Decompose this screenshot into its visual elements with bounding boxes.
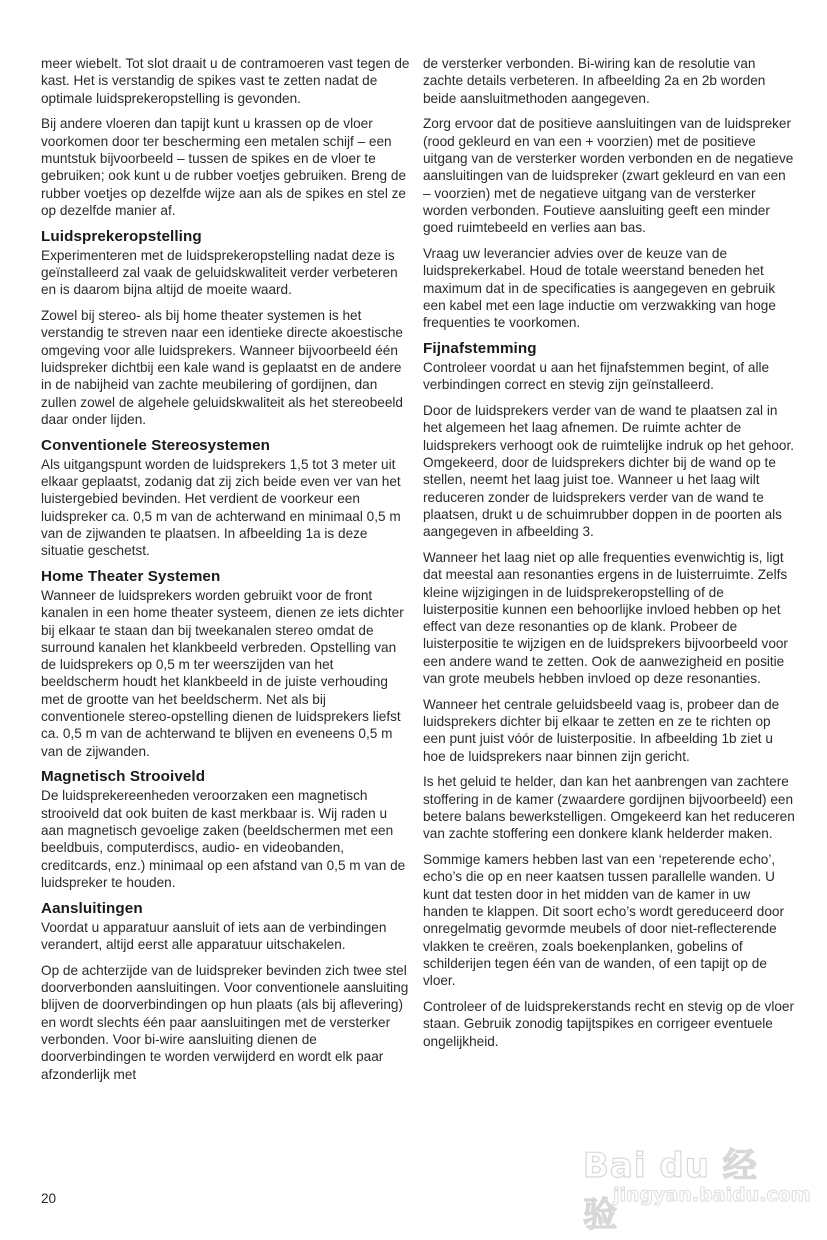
right-column [423, 55, 795, 1058]
section-heading-fijnafstemming: Fijnafstemming [423, 339, 537, 357]
paragraph: Wanneer het centrale geluidsbeeld vaag is, probeer dan de luidsprekers dichter bij elkaar te zetten en ze te richten op een punt juist vóór de luisterpositie. In afbeelding 1b ziet u hoe de luidsprekers naar binnen zijn gericht. [423, 696, 780, 764]
paragraph: Sommige kamers hebben last van een ‘repeterende echo’, echo’s die op en neer kaatsen tussen parallelle wanden. U kunt dat testen door in het midden van de kamer in uw handen te klappen. Dit soort echo’s wordt gereduceerd door onregelmatig gevormde meubels of door niet-reflecterende vlakken te creëren, zoals boekenplanken, gobelins of schilderijen tegen één van de wanden, of een tapijt op de vloer. [423, 852, 784, 989]
section-heading-home-theater-systemen: Home Theater Systemen [41, 567, 221, 585]
paragraph: Door de luidsprekers verder van de wand te plaatsen zal in het algemeen het laag afnemen. De ruimte achter de luidsprekers verhoogt ook de ruimtelijke indruk op het gehoor. Omgekeerd, door de luidsprekers dichter bij de wand op te stellen, neemt het laag juist toe. Wanneer u het laag wilt reduceren zonder de luidsprekers verder van de wand te plaatsen, drukt u de schuimrubber doppen in de poorten als aangegeven in afbeelding 3. [423, 403, 795, 540]
paragraph: Als uitgangspunt worden de luidsprekers 1,5 tot 3 meter uit elkaar geplaatst, zodanig dat zij zich beide even ver van het luistergebied bevinden. Het verdient de voorkeur een luidspreker ca. 0,5 m van de achterwand en minimaal 0,5 m van de zijwanden te plaatsen. In afbeelding 1a is deze situatie geschetst. [41, 456, 401, 559]
watermark-logo: Bai du 经验 [583, 1146, 758, 1235]
paragraph: meer wiebelt. Tot slot draait u de contramoeren vast tegen de kast. Het is verstandig de spikes vast te zetten nadat de optimale luidsprekeropstelling is gevonden. [41, 56, 410, 106]
paragraph: De luidsprekereenheden veroorzaken een magnetisch strooiveld dat ook buiten de kast merkbaar is. Wij raden u aan magnetisch gevoelige zaken (beeldschermen met een beeldbuis, computerdiscs, audio- en videobanden, creditcards, enz.) minimaal op een afstand van 0,5 m van de luidspreker te houden. [41, 788, 406, 890]
paragraph: Is het geluid te helder, dan kan het aanbrengen van zachtere stoffering in de kamer (zwaardere gordijnen bijvoorbeeld) een betere balans bewerkstelligen. Omgekeerd kan het reduceren van zachte stoffering een donkere klank helderder maken. [423, 774, 795, 842]
paragraph: Zorg ervoor dat de positieve aansluitingen van de luidspreker (rood gekleurd en van een + voorzien) met de positieve uitgang van de versterker worden verbonden en de negatieve aansluitingen van de luidspreker (zwart gekleurd en van een – voorzien) met de negatieve uitgang van de versterker worden verbonden. Foutieve aansluiting geeft een minder goed ruimtebeeld en verlies aan bas. [423, 116, 794, 236]
paragraph: Vraag uw leverancier advies over de keuze van de luidsprekerkabel. Houd de totale weerstand beneden het maximum dat in de specificaties is aangegeven en gebruik een kabel met een lage inductie om verzwakking van hoge frequenties te voorkomen. [423, 245, 776, 331]
paragraph: Controleer voordat u aan het fijnafstemmen begint, of alle verbindingen correct en stevig zijn geïnstalleerd. [423, 359, 770, 393]
page-number: 20 [41, 1191, 57, 1206]
section-heading-magnetisch-strooiveld: Magnetisch Strooiveld [41, 768, 206, 786]
watermark-url: jingyan.baidu.com [613, 1184, 811, 1206]
section-heading-conventionele-stereosystemen: Conventionele Stereosystemen [41, 436, 270, 454]
paragraph: Zowel bij stereo- als bij home theater systemen is het verstandig te streven naar een identieke directe akoestische omgeving voor alle luidsprekers. Wanneer bijvoorbeeld één luidspreker dichtbij een kale wand is geplaatst en de andere in de nabijheid van zachte meubilering of gordijnen, dan zullen zowel de algehele geluidskwaliteit als het stereobeeld daar onder lijden. [41, 308, 403, 427]
paragraph: Experimenteren met de luidsprekeropstelling nadat deze is geïnstalleerd zal vaak de geluidskwaliteit verder verbeteren en is daarom bijna altijd de moeite waard. [41, 247, 398, 298]
left-column [41, 55, 413, 1091]
paragraph: Op de achterzijde van de luidspreker bevinden zich twee stel doorverbonden aansluitingen. Voor conventionele aansluiting blijven de doorverbindingen op hun plaats (als bij aflevering) en wordt slechts één paar aansluitingen met de versterker verbonden. Voor bi-wire aansluiting dienen de doorverbindingen te worden verwijderd en wordt elk paar afzonderlijk met [41, 962, 409, 1082]
paragraph: Wanneer het laag niet op alle frequenties evenwichtig is, ligt dat meestal aan resonanties ergens in de luisterruimte. Zelfs kleine wijzigingen in de luidsprekeropstelling of de luisterpositie kunnen een behoorlijke invloed hebben op het effect van deze resonanties op de klank. Probeer de luisterpositie te wijzigen en de luidsprekers bijvoorbeeld voor een andere wand te zetten. Ook de aanwezigheid en positie van grote meubels hebben invloed op deze resonanties. [423, 549, 788, 686]
section-heading-aansluitingen: Aansluitingen [41, 899, 143, 917]
paragraph: Bij andere vloeren dan tapijt kunt u krassen op de vloer voorkomen door ter bescherming een metalen schijf – een muntstuk bijvoorbeeld – tussen de spikes en de vloer te gebruiken; ook kunt u de rubber voetjes gebruiken. Breng de rubber voetjes op dezelfde wijze aan als de spikes en stel ze op dezelfde manier af. [41, 116, 407, 218]
paragraph: Voordat u apparatuur aansluit of iets aan de verbindingen verandert, altijd eerst alle apparatuur uitschakelen. [41, 919, 387, 952]
section-heading-luidsprekeropstelling: Luidsprekeropstelling [41, 227, 202, 245]
paragraph: Wanneer de luidsprekers worden gebruikt voor de front kanalen in een home theater systeem, dienen ze iets dichter bij elkaar te staan dan bij tweekanalen stereo omdat de surround kanalen het klankbeeld verbreden. Opstelling van de luidsprekers op 0,5 m ter weerszijden van het beeldscherm houdt het klankbeeld in de juiste verhouding met de grootte van het beeldscherm. Net als bij conventionele stereo-opstelling dienen de luidsprekers liefst ca. 0,5 m van de achterwand te blijven en eveneens 0,5 m van de zijwanden. [41, 587, 404, 759]
watermark [583, 1138, 811, 1235]
paragraph: de versterker verbonden. Bi-wiring kan de resolutie van zachte details verbeteren. In afbeelding 2a en 2b worden beide aansluitmethoden aangegeven. [423, 56, 766, 106]
paragraph: Controleer of de luidsprekerstands recht en stevig op de vloer staan. Gebruik zonodig tapijtspikes en corrigeer eventuele ongelijkheid. [423, 999, 795, 1049]
